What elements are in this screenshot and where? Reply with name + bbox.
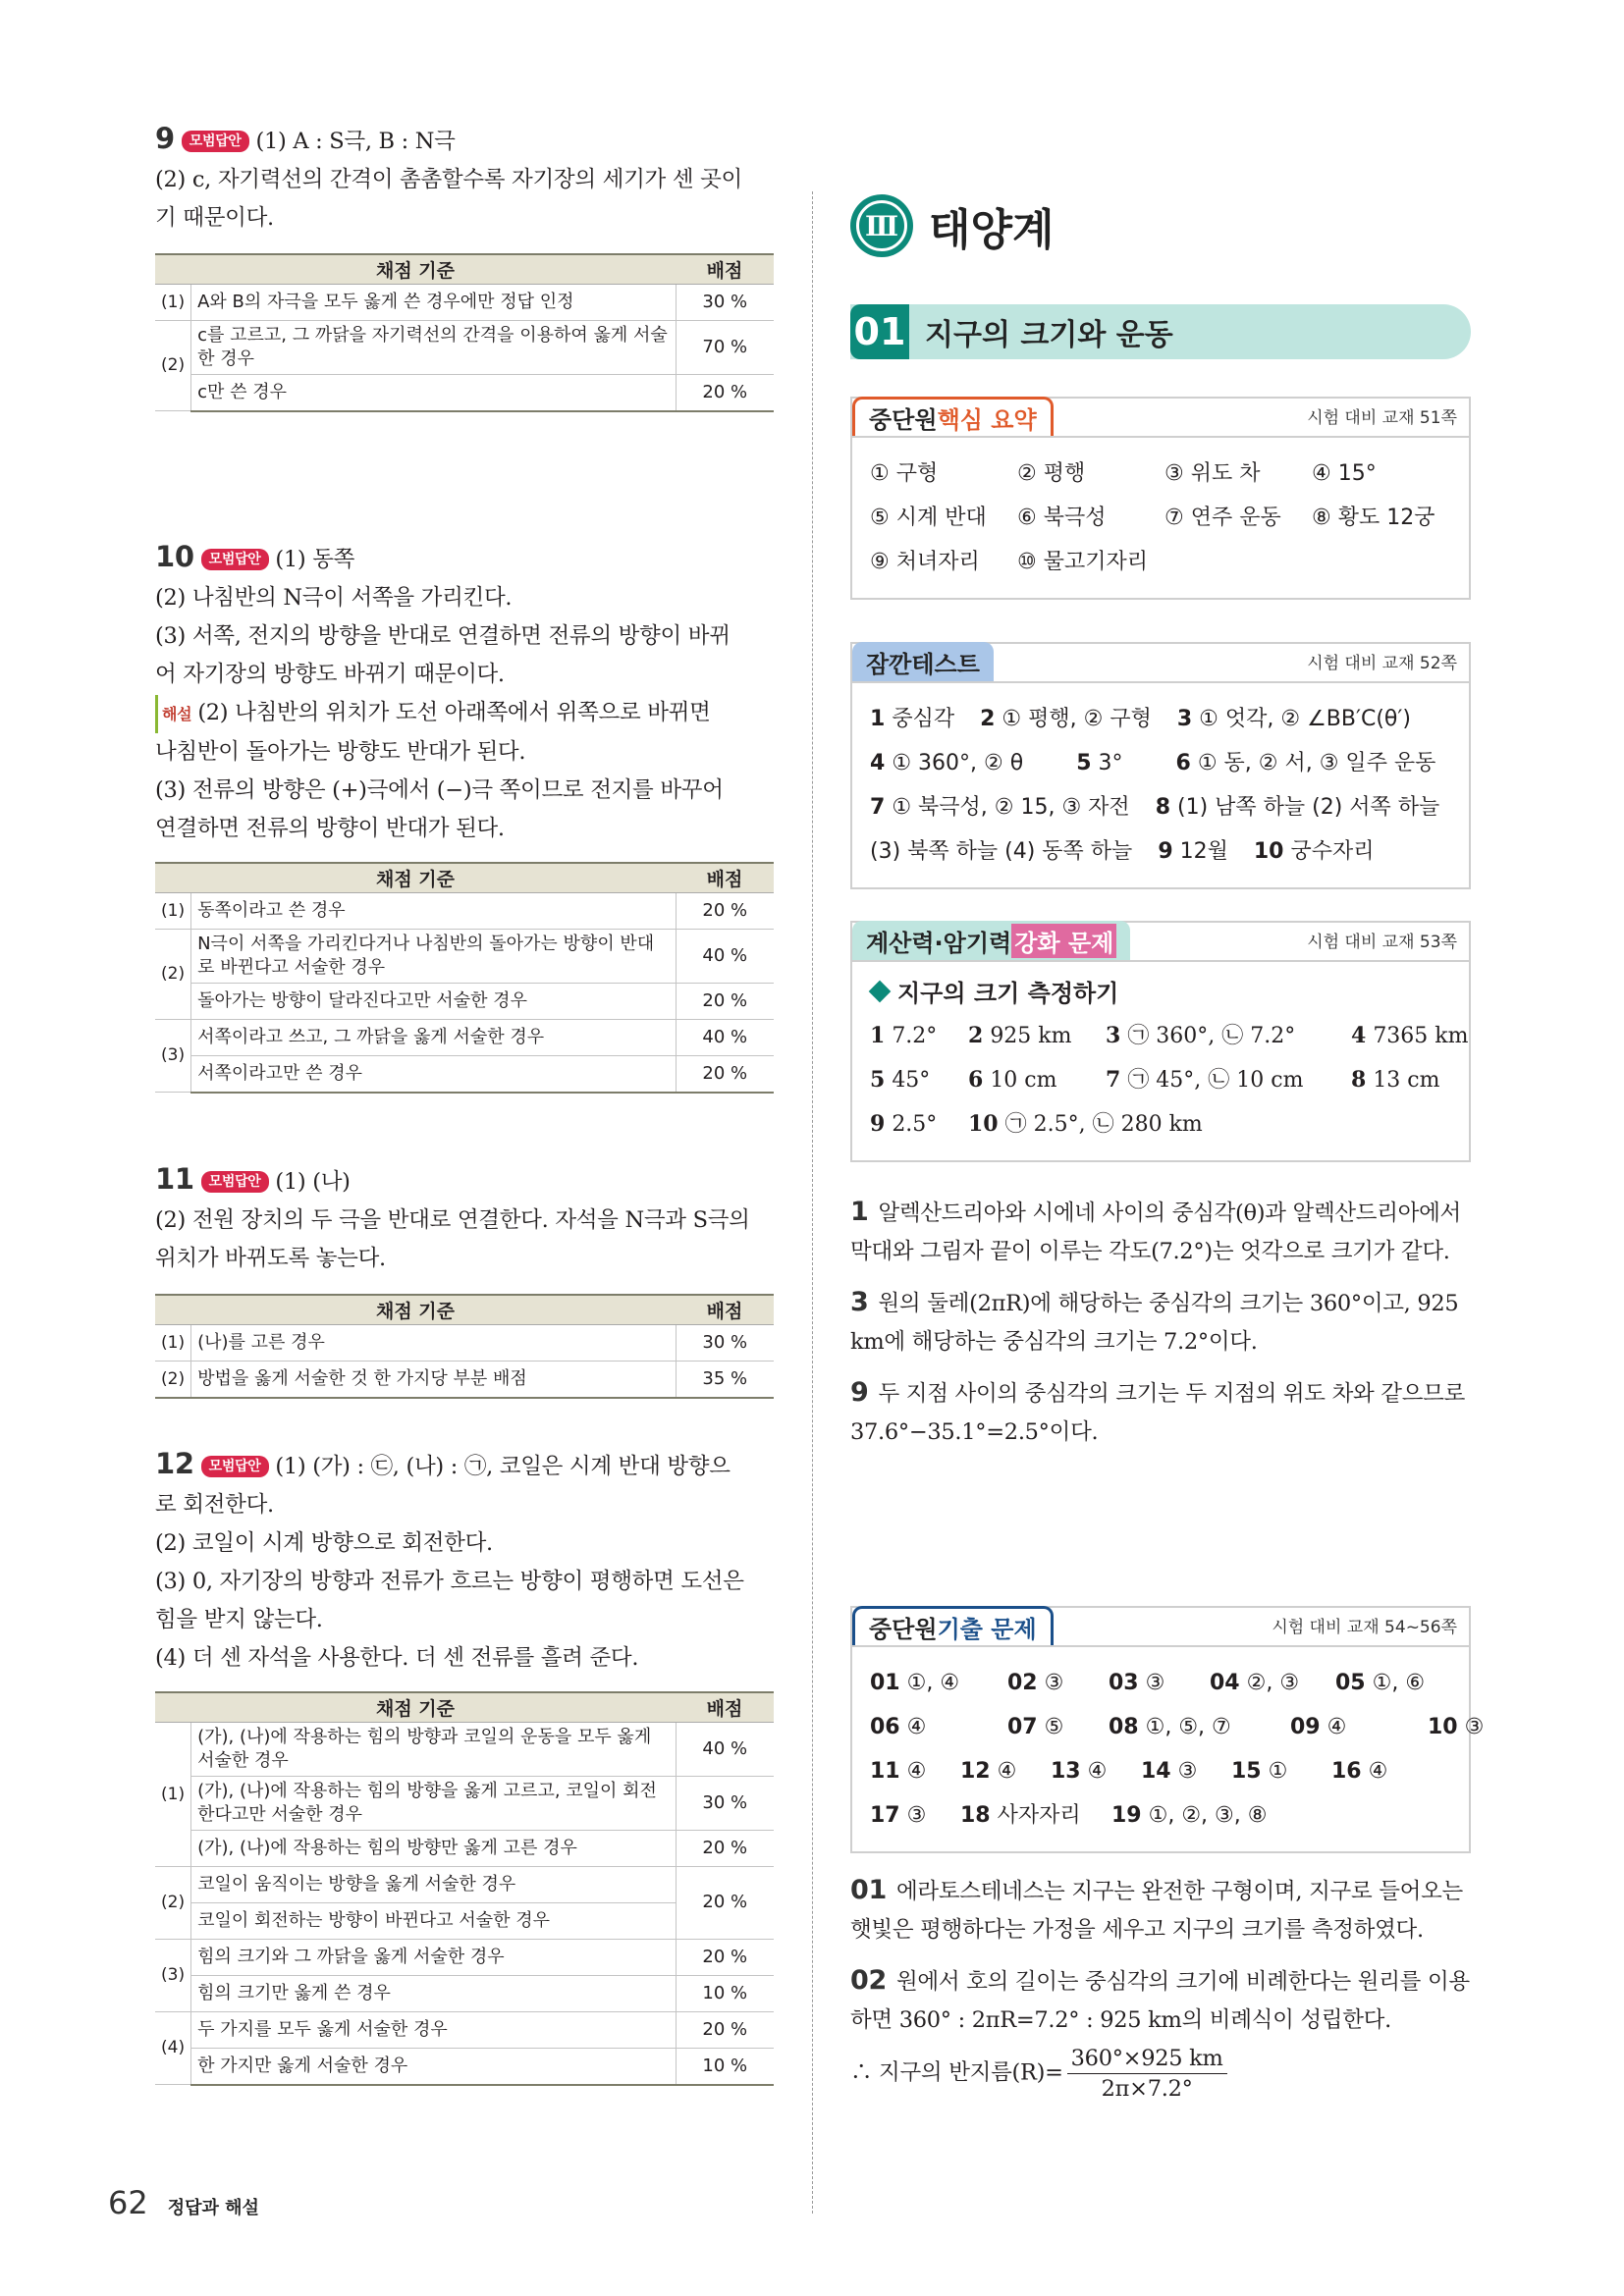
model-answer-badge: 모범답안: [201, 1171, 269, 1193]
table-row: (가), (나)에 작용하는 힘의 방향을 옳게 고르고, 코일이 회전한다고만 서술한 경우 30 %: [155, 1776, 774, 1830]
answer-line: (2) c, 자기력선의 간격이 촘촘할수록 자기장의 세기가 센 곳이: [155, 167, 742, 192]
summary-item: ① 구형: [870, 461, 939, 486]
summary-item: ⑥ 북극성: [1017, 506, 1107, 530]
formula: ∴ 지구의 반지름(R)= $\frac{360^\circ\times 925 km}{2\pi\times 7.2^\circ}$: [850, 2044, 1471, 2104]
answer-line: (1) A : S극, B : N극: [255, 129, 456, 154]
calc-subtitle: 지구의 크기 측정하기: [852, 962, 1469, 1012]
answer-line: (3) 서쪽, 전지의 방향을 반대로 연결하면 전류의 방향이 바뀌: [155, 623, 731, 649]
answer-line: (4) 더 센 자석을 사용한다. 더 센 전류를 흘려 준다.: [155, 1645, 639, 1671]
table-row: 코일이 회전하는 방향이 바뀐다고 서술한 경우: [155, 1902, 774, 1939]
quick-test-box: [850, 642, 1471, 889]
table-row: (1) (가), (나)에 작용하는 힘의 방향과 코일의 운동을 모두 옳게 서술한 경우 40 %: [155, 1722, 774, 1776]
table-row: (1) A와 B의 자극을 모두 옳게 쓴 경우에만 정답 인정 30 %: [155, 284, 774, 320]
calc-drill-tab: 계산력·암기력 강화 문제: [852, 921, 1130, 960]
exam-tab: 중단원 기출 문제: [852, 1606, 1054, 1645]
exam-answers: 01 ①, ④ 02 ③ 03 ③ 04 ②, ③ 05 ①, ⑥ 06 ④ 07 ⑤ 08 ①, ⑤, ⑦ 09 ④ 10 ③ 11 ④ 12 ④ 13 ④ 14 ③ 15 ① 16 ④ 17 ③ 18 사자자리 19 ①, ②, ③, ⑧: [870, 1671, 1485, 1828]
page-reference: 시험 대비 교재 51쪽: [1307, 408, 1457, 428]
summary-item: ② 평행: [1017, 461, 1086, 486]
table-row: 서쪽이라고만 쓴 경우 20 %: [155, 1055, 774, 1093]
summary-item: ⑨ 처녀자리: [870, 550, 980, 574]
table-row: c만 쓴 경우 20 %: [155, 374, 774, 411]
answer-line: (2) 나침반의 N극이 서쪽을 가리킨다.: [155, 585, 513, 611]
table-row: (2) 코일이 움직이는 방향을 옳게 서술한 경우 20 %: [155, 1866, 774, 1902]
table-row: (2) c를 고르고, 그 까닭을 자기력선의 간격을 이용하여 옳게 서술한 경우 70 %: [155, 320, 774, 374]
answer-line: (3) 0, 자기장의 방향과 전류가 흐르는 방향이 평행하면 도선은: [155, 1569, 744, 1594]
explanation-item: 01 에라토스테네스는 지구는 완전한 구형이며, 지구로 들어오는 햇빛은 평행하다는 가정을 세우고 지구의 크기를 측정하였다.: [850, 1875, 1463, 1943]
question-9: [155, 120, 774, 412]
table-header-points: 배점: [676, 1692, 774, 1722]
question-number: 12: [155, 1447, 194, 1480]
answer-line: (1) (나): [275, 1169, 351, 1195]
table-row: (3) 서쪽이라고 쓰고, 그 까닭을 옳게 서술한 경우 40 %: [155, 1019, 774, 1055]
table-row: 돌아가는 방향이 달라진다고만 서술한 경우 20 %: [155, 983, 774, 1019]
unit-title: 태양계: [929, 205, 1055, 255]
summary-box: [850, 397, 1471, 600]
chapter-header: [850, 304, 1471, 359]
table-row: 한 가지만 옳게 서술한 경우 10 %: [155, 2048, 774, 2085]
diamond-bullet-icon: [869, 980, 892, 1002]
summary-item: ③ 위도 차: [1164, 461, 1261, 486]
table-row: (4) 두 가지를 모두 옳게 서술한 경우 20 %: [155, 2011, 774, 2048]
page-reference: 시험 대비 교재 52쪽: [1307, 654, 1457, 673]
summary-grid: [852, 438, 1469, 598]
question-number: 9: [155, 122, 175, 155]
page-footer: [108, 2184, 259, 2221]
table-header-points: 배점: [676, 863, 774, 892]
chapter-number: 01: [850, 304, 909, 359]
question-10: [155, 538, 774, 1094]
model-answer-badge: 모범답안: [201, 1456, 269, 1477]
grading-table: [155, 1691, 774, 2086]
exam-answers-box: [850, 1606, 1485, 1853]
answer-line: 로 회전한다.: [155, 1492, 274, 1518]
table-row: (2) N극이 서쪽을 가리킨다거나 나침반의 돌아가는 방향이 반대로 바뀐다고 서술한 경우 40 %: [155, 929, 774, 983]
explanation-line: 연결하면 전류의 방향이 반대가 된다.: [155, 816, 505, 841]
chapter-title: 지구의 크기와 운동: [925, 318, 1173, 352]
explanation-label: 해설: [155, 695, 191, 733]
table-row: (1) 동쪽이라고 쓴 경우 20 %: [155, 892, 774, 929]
question-11: [155, 1160, 774, 1399]
summary-item: ⑦ 연주 운동: [1164, 506, 1281, 530]
summary-item: ④ 15°: [1312, 461, 1377, 486]
explanation-line: (2) 나침반의 위치가 도선 아래쪽에서 위쪽으로 바뀌면: [197, 700, 711, 725]
answer-line: (1) 동쪽: [275, 547, 355, 572]
explanation-line: 나침반이 돌아가는 방향도 반대가 된다.: [155, 739, 526, 765]
question-number: 11: [155, 1162, 194, 1196]
explanation-line: (3) 전류의 방향은 (+)극에서 (−)극 쪽이므로 전지를 바꾸어: [155, 777, 724, 803]
table-header-points: 배점: [676, 254, 774, 284]
page-reference: 시험 대비 교재 53쪽: [1307, 933, 1457, 952]
question-12: [155, 1445, 774, 2086]
table-row: (1) (나)를 고른 경우 30 %: [155, 1324, 774, 1361]
calc-explanations: [850, 1193, 1471, 1452]
unit-number-icon: Ⅲ: [850, 194, 913, 257]
model-answer-badge: 모범답안: [182, 131, 249, 152]
table-header-criterion: 채점 기준: [155, 1692, 676, 1722]
answer-line: 기 때문이다.: [155, 205, 274, 231]
footer-label: 정답과 해설: [167, 2198, 259, 2218]
exam-explanations: [850, 1871, 1471, 2104]
page-reference: 시험 대비 교재 54~56쪽: [1272, 1618, 1457, 1637]
explanation-item: 1 알렉산드리아와 시에네 사이의 중심각(θ)과 알렉산드리아에서 막대와 그림자 끝이 이루는 각도(7.2°)는 엇각으로 크기가 같다.: [850, 1197, 1461, 1264]
summary-tab: 중단원 핵심 요약: [852, 397, 1054, 436]
column-divider: [812, 191, 813, 2214]
grading-table: [155, 253, 774, 412]
model-answer-badge: 모범답안: [201, 549, 269, 570]
table-header-criterion: 채점 기준: [155, 863, 676, 892]
explanation-item: 9 두 지점 사이의 중심각의 크기는 두 지점의 위도 차와 같으므로 37.6°−35.1°=2.5°이다.: [850, 1377, 1466, 1445]
question-number: 10: [155, 540, 194, 573]
page-number: 62: [108, 2184, 148, 2221]
table-row: (가), (나)에 작용하는 힘의 방향만 옳게 고른 경우 20 %: [155, 1830, 774, 1866]
explanation-item: 3 원의 둘레(2πR)에 해당하는 중심각의 크기는 360°이고, 925 km에 해당하는 중심각의 크기는 7.2°이다.: [850, 1287, 1459, 1355]
table-header-criterion: 채점 기준: [155, 254, 676, 284]
quick-test-tab: 잠깐 테스트: [852, 642, 994, 681]
calc-answers: 1 7.2° 2 925 km 3 ㉠ 360°, ㉡ 7.2° 4 7365 km 5 45° 6 10 cm 7 ㉠ 45°, ㉡ 10 cm 8 13 cm 9 2.5° 10 ㉠ 2.5°, ㉡ 280 km: [870, 1023, 1469, 1137]
table-row: 힘의 크기만 옳게 쓴 경우 10 %: [155, 1975, 774, 2011]
answer-line: 어 자기장의 방향도 바뀌기 때문이다.: [155, 662, 505, 687]
summary-item: ⑩ 물고기자리: [1017, 550, 1148, 574]
answer-line: (2) 전원 장치의 두 극을 반대로 연결한다. 자석을 N극과 S극의: [155, 1207, 750, 1233]
answer-line: (1) (가) : ㉢, (나) : ㉠, 코일은 시계 반대 방향으: [275, 1454, 731, 1479]
unit-header: [850, 177, 1055, 275]
table-header-criterion: 채점 기준: [155, 1295, 676, 1324]
answer-line: 힘을 받지 않는다.: [155, 1607, 323, 1632]
quick-test-answers: 1 중심각 2 ① 평행, ② 구형 3 ① 엇각, ② ∠BB′C(θ′) 4 ① 360°, ② θ 5 3° 6 ① 동, ② 서, ③ 일주 운동 7 ① 북극성, ② 15, ③ 자전 8 (1) 남쪽 하늘 (2) 서쪽 하늘 (3) 북쪽 하늘 (4) 동쪽 하늘 9 12월 10 궁수자리: [870, 707, 1440, 864]
table-row: (2) 방법을 옳게 서술한 것 한 가지당 부분 배점 35 %: [155, 1361, 774, 1398]
answer-line: 위치가 바뀌도록 놓는다.: [155, 1246, 386, 1271]
grading-table: [155, 1294, 774, 1399]
table-row: (3) 힘의 크기와 그 까닭을 옳게 서술한 경우 20 %: [155, 1939, 774, 1975]
explanation-item: 02 원에서 호의 길이는 중심각의 크기에 비례한다는 원리를 이용하면 360° : 2πR=7.2° : 925 km의 비례식이 성립한다.: [850, 1965, 1470, 2033]
summary-item: ⑤ 시계 반대: [870, 506, 987, 530]
summary-item: ⑧ 황도 12궁: [1312, 506, 1435, 530]
answer-line: (2) 코일이 시계 방향으로 회전한다.: [155, 1530, 493, 1556]
grading-table: [155, 862, 774, 1094]
table-header-points: 배점: [676, 1295, 774, 1324]
calc-drill-box: [850, 921, 1471, 1162]
